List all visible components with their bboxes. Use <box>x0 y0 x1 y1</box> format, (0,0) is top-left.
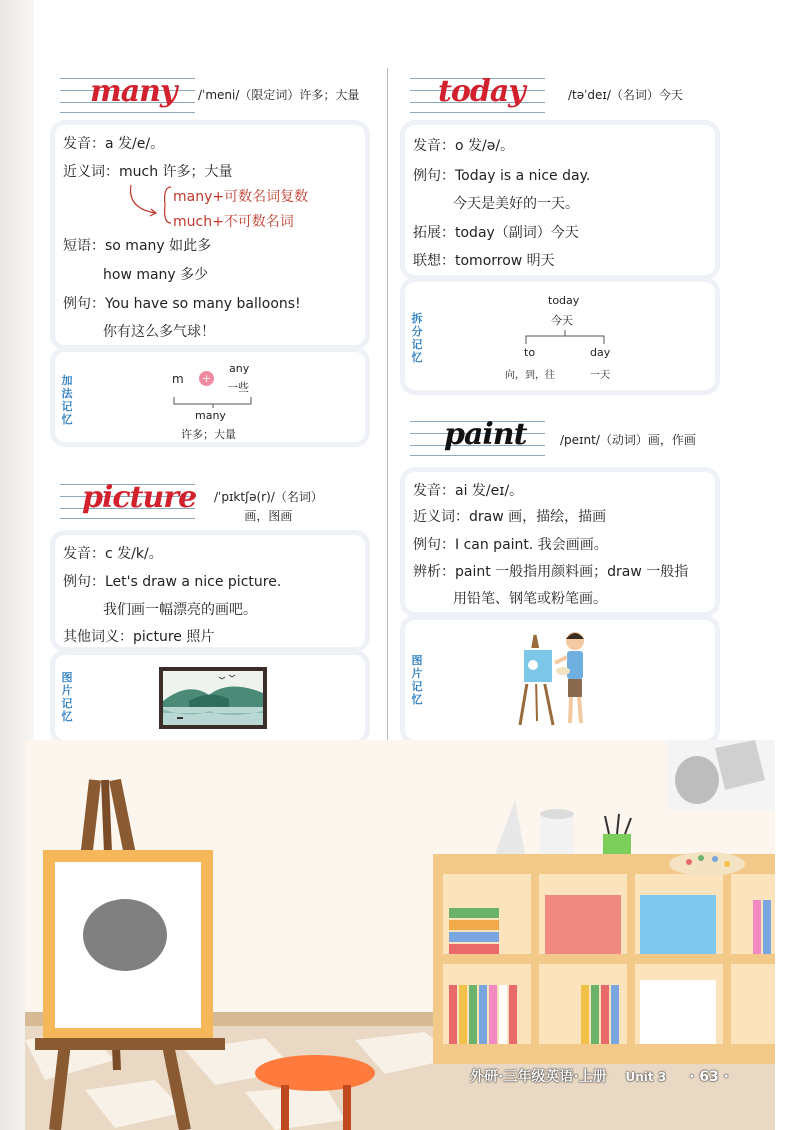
extension: 拓展：today（副词）今天 <box>413 225 579 241</box>
paint-memory-card <box>405 620 715 740</box>
headword: picture <box>82 480 197 515</box>
split-day-cn: 一天 <box>590 370 610 381</box>
definition: /peɪnt/（动词）画，作画 <box>560 433 696 447</box>
memory-label: 图片记忆 <box>411 654 423 706</box>
picture-header <box>60 478 370 522</box>
split-word: today <box>548 294 580 307</box>
other-meaning: 其他词义：picture 照片 <box>63 629 215 645</box>
definition: /ˈmeni/（限定词）许多；大量 <box>198 88 360 102</box>
footer-book: 外研·三年级英语·上册 <box>470 1069 607 1085</box>
column-divider <box>387 68 388 743</box>
memory-label: 拆分记忆 <box>411 312 423 364</box>
note-much: much+不可数名词 <box>173 214 294 230</box>
today-memory-card <box>405 282 715 390</box>
memory-any-cn: 一些 <box>227 381 249 394</box>
definition-phonetic: /ˈpɪktʃə(r)/（名词） <box>214 490 323 504</box>
brace-arrow <box>125 183 175 229</box>
distinction-cont: 用铅笔、钢笔或粉笔画。 <box>453 591 607 607</box>
phrase2: how many 多少 <box>103 267 209 283</box>
headword: many <box>90 74 177 109</box>
example-en: 例句：Today is a nice day. <box>413 168 591 184</box>
memory-result-cn: 许多；大量 <box>181 428 236 441</box>
synonym: 近义词：much 许多；大量 <box>63 164 233 180</box>
paint-card <box>405 472 715 612</box>
definition-meaning: 画，图画 <box>244 509 293 523</box>
framed-landscape-picture <box>159 667 267 729</box>
many-memory-card <box>55 352 365 442</box>
example-cn: 今天是美好的一天。 <box>453 196 579 212</box>
definition: /təˈdeɪ/（名词）今天 <box>568 88 683 102</box>
many-card <box>55 125 365 345</box>
association: 联想：tomorrow 明天 <box>413 253 555 269</box>
split-bracket <box>525 330 605 346</box>
memory-m: m <box>172 372 184 386</box>
example-cn: 你有这么多气球！ <box>103 324 215 340</box>
memory-result: many <box>195 409 226 422</box>
today-card <box>405 125 715 275</box>
memory-any: any <box>229 362 250 375</box>
distinction: 辨析：paint 一般指用颜料画；draw 一般指 <box>413 564 689 580</box>
memory-label: 图片记忆 <box>61 671 73 723</box>
split-word-cn: 今天 <box>551 314 573 327</box>
memory-label: 加法记忆 <box>61 374 73 426</box>
pronunciation: 发音：c 发/k/。 <box>63 546 163 562</box>
pronunciation: 发音：o 发/ə/。 <box>413 138 515 154</box>
today-header <box>410 72 720 116</box>
footer <box>470 1066 729 1086</box>
headword: paint <box>444 417 527 452</box>
phrase1: 短语：so many 如此多 <box>63 238 212 254</box>
split-day: day <box>590 346 611 359</box>
page-number: · 63 · <box>689 1069 729 1085</box>
split-to-cn: 向，到，往 <box>505 370 555 381</box>
picture-memory-card <box>55 655 365 740</box>
note-many: many+可数名词复数 <box>173 189 309 205</box>
many-header <box>60 72 370 116</box>
pronunciation: 发音：a 发/e/。 <box>63 136 165 152</box>
example-cn: 我们画一幅漂亮的画吧。 <box>103 602 257 618</box>
picture-card <box>55 535 365 647</box>
synonym: 近义词：draw 画，描绘，描画 <box>413 509 607 525</box>
boy-painting-illustration <box>515 625 605 735</box>
split-to: to <box>524 346 536 359</box>
example: 例句：I can paint. 我会画画。 <box>413 537 608 553</box>
pronunciation: 发音：ai 发/eɪ/。 <box>413 483 524 499</box>
paint-header <box>410 415 720 459</box>
headword: today <box>438 74 525 109</box>
footer-unit: Unit 3 <box>625 1070 667 1084</box>
example-en: 例句：You have so many balloons! <box>63 296 301 312</box>
definition <box>206 484 331 530</box>
example-en: 例句：Let's draw a nice picture. <box>63 574 282 590</box>
bracket-line <box>173 396 253 408</box>
plus-icon: + <box>199 371 214 386</box>
